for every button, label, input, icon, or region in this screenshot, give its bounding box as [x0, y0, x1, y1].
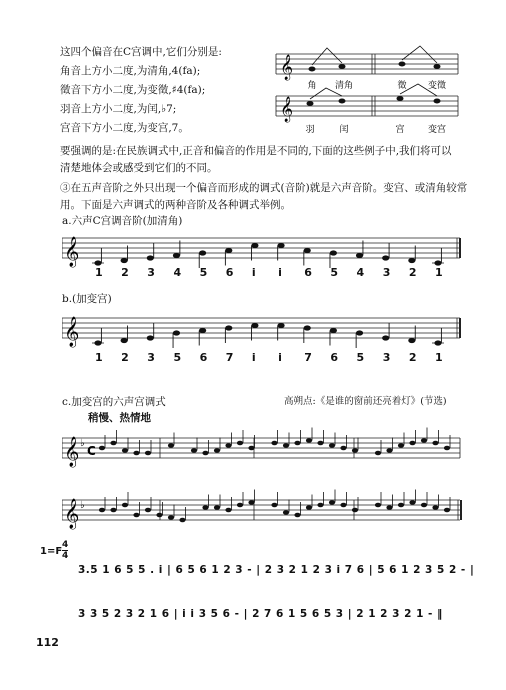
melody-note [340, 503, 346, 508]
melody-note [329, 443, 335, 448]
time-signature [62, 540, 68, 561]
melody-note [294, 513, 300, 518]
melody-notes-2 [99, 490, 450, 523]
interval-figure [272, 44, 462, 140]
melody-note [386, 448, 392, 453]
flat-icon: ♭ [80, 438, 85, 449]
scale-note [304, 325, 311, 330]
melody-note [386, 505, 392, 510]
melody-note [421, 438, 427, 443]
melody-note [432, 505, 438, 510]
melody-note [340, 446, 346, 451]
figure-note [434, 99, 441, 104]
melody-note [283, 443, 289, 448]
melody-note [317, 441, 323, 446]
key-signature: 1=F [40, 546, 63, 557]
section-c-label: c.加变宫的六声宫调式 [62, 396, 166, 408]
scale-degree-number: 1 [435, 266, 443, 279]
melody-note [168, 443, 174, 448]
treble-clef-icon: 𝄞 [64, 499, 80, 529]
scale-note [330, 250, 337, 255]
jianpu-line-2: 3 3 5 2 3 2 1 6 | i i 3 5 6 - | 2 7 6 1 5 6 5 3 | 2 1 2 3 2 1 - ‖ [78, 608, 443, 620]
scale-note [94, 260, 101, 265]
intro-line-3: 徵音下方小二度,为变徵,♯4(fa); [60, 84, 206, 96]
figure-note [399, 62, 406, 67]
fig-top-label: 变徵 [427, 81, 447, 91]
melody-note [225, 443, 231, 448]
melody-note [168, 515, 174, 520]
scale-degree-number: 1 [435, 351, 443, 364]
section-c-source: 高朔点:《是谁的窗前还亮着灯》(节选) [284, 396, 447, 407]
scale-degree-number: 3 [382, 351, 391, 364]
melody-note [306, 505, 312, 510]
fig-bottom-label: 羽 [305, 125, 315, 135]
melody-note [398, 503, 404, 508]
section-a-label: a.六声C宫调音阶(加清角) [62, 215, 183, 227]
melody-note [133, 451, 139, 456]
melody-note [444, 446, 450, 451]
scale-staff-b [62, 306, 462, 356]
scale-degree-number: 7 [304, 351, 312, 364]
melody-note [409, 441, 415, 446]
scale-degree-number: 7 [225, 351, 234, 364]
melody-note [202, 505, 208, 510]
scale-note [121, 338, 128, 343]
scale-degree-number: 5 [356, 351, 365, 364]
fig-bottom-label: 宫 [395, 125, 405, 135]
treble-clef-icon: 𝄞 [64, 437, 80, 467]
scale-degree-number: 6 [199, 351, 208, 364]
time-sig-top: 4 [62, 540, 69, 550]
scale-degree-number: 4 [356, 266, 365, 279]
time-sig-bottom: 4 [62, 551, 69, 561]
melody-note [122, 503, 128, 508]
scale-note [173, 253, 180, 258]
melody-note [237, 441, 243, 446]
flat-icon: ♭ [80, 500, 85, 511]
scale-note [199, 328, 206, 333]
scale-degree-number: i [278, 266, 282, 279]
melody-note [306, 438, 312, 443]
scale-degree-number: 2 [121, 351, 129, 364]
melody-note [352, 448, 358, 453]
scale-degree-number: 5 [199, 266, 208, 279]
scale-note [147, 255, 154, 260]
scale-degree-number: 5 [330, 266, 339, 279]
melody-notes-1 [99, 428, 450, 456]
melody-note [271, 441, 277, 446]
scale-note [225, 325, 232, 330]
intro-line-1: 这四个偏音在C宫调中,它们分别是: [60, 46, 222, 58]
treble-clef-icon: 𝄞 [280, 97, 294, 122]
melody-note [432, 441, 438, 446]
melody-note [145, 508, 151, 513]
scale-degree-number: i [251, 351, 256, 364]
para1-line2: 清楚地体会或感受到它们的不同。 [60, 162, 218, 174]
scale-note [408, 258, 415, 263]
tempo-mark: 稍慢、热情地 [88, 412, 151, 424]
scale-degree-number: 4 [173, 266, 182, 279]
figure-note [309, 67, 316, 72]
melody-staff-2 [62, 488, 462, 538]
scale-note [147, 335, 154, 340]
scale-note [304, 248, 311, 253]
section-b-label: b.(加变宫) [62, 293, 112, 305]
scale-degree-number: 1 [95, 351, 103, 364]
melody-note [375, 451, 381, 456]
treble-clef-icon: 𝄞 [64, 317, 80, 347]
melody-note [99, 508, 105, 513]
melody-note [409, 500, 415, 505]
scale-degree-number: 2 [121, 266, 129, 279]
melody-note [145, 451, 151, 456]
scale-note [382, 255, 389, 260]
scale-note [408, 338, 415, 343]
scale-note [251, 243, 258, 248]
scale-degree-number: i [278, 351, 282, 364]
para2-line1: ③在五声音阶之外只出现一个偏音而形成的调式(音阶)就是六声音阶。变宫、或清角较常 [60, 182, 468, 194]
scale-note [434, 340, 441, 345]
scale-note [434, 260, 441, 265]
scale-degree-number: 6 [330, 351, 339, 364]
melody-note [271, 503, 277, 508]
scale-degree-number: 3 [147, 351, 155, 364]
scale-note [330, 328, 337, 333]
figure-staff-bottom [276, 96, 458, 116]
scale-note [356, 330, 363, 335]
fig-top-label: 徵 [397, 81, 407, 91]
figure-note [397, 96, 404, 101]
scale-degree-number: 6 [304, 266, 312, 279]
fig-top-label: 清角 [334, 81, 354, 91]
melody-note [398, 443, 404, 448]
melody-note [99, 446, 105, 451]
common-time-icon: C [87, 444, 96, 458]
scale-degree-number: 5 [173, 351, 182, 364]
scale-degree-number: 2 [408, 351, 417, 364]
page-number: 112 [36, 636, 59, 649]
scale-degree-number: 2 [408, 266, 417, 279]
melody-note [110, 441, 116, 446]
melody-note [375, 503, 381, 508]
melody-note [225, 508, 231, 513]
melody-note [421, 503, 427, 508]
melody-note [237, 503, 243, 508]
melody-note [329, 500, 335, 505]
melody-note [248, 500, 254, 505]
figure-note [434, 64, 441, 69]
melody-note [156, 513, 162, 518]
scale-degree-number: i [251, 266, 256, 279]
scale-note [94, 340, 101, 345]
scale-note [121, 258, 128, 263]
scale-numbers-b [62, 351, 462, 367]
scale-degree-number: 3 [147, 266, 155, 279]
melody-note [317, 503, 323, 508]
melody-staff-1 [62, 426, 462, 476]
figure-bracket [312, 48, 342, 65]
melody-note [110, 508, 116, 513]
scale-degree-number: 3 [382, 266, 391, 279]
melody-note [202, 451, 208, 456]
scale-degree-number: 1 [95, 266, 103, 279]
melody-note [283, 510, 289, 515]
intro-line-2: 角音上方小二度,为清角,4(fa); [60, 65, 201, 77]
figure-bracket [402, 46, 437, 63]
intro-line-5: 宫音下方小二度,为变宫,7。 [60, 122, 189, 134]
fig-top-label: 角 [307, 81, 317, 91]
scale-note [199, 250, 206, 255]
scale-note [225, 248, 232, 253]
treble-clef-icon: 𝄞 [280, 55, 294, 80]
para1-line1: 要强调的是:在民族调式中,正音和偏音的作用是不同的,下面的这些例子中,我们将可以 [60, 145, 452, 157]
treble-clef-icon: 𝄞 [64, 237, 80, 267]
figure-note [307, 101, 314, 106]
melody-note [122, 448, 128, 453]
scale-note [173, 330, 180, 335]
figure-note [339, 64, 346, 69]
scale-note [277, 243, 284, 248]
melody-note [444, 508, 450, 513]
scale-note [251, 323, 258, 328]
jianpu-line-1: 3.5 1 6 5 5 . i | 6 5 6 1 2 3 - | 2 3 2 1 2 3 i 7 6 | 5 6 1 2 3 5 2 - | [78, 564, 475, 576]
melody-note [214, 448, 220, 453]
scale-note [382, 335, 389, 340]
melody-note [133, 513, 139, 518]
melody-note [352, 508, 358, 513]
scale-degree-number: 6 [225, 266, 234, 279]
melody-note [294, 441, 300, 446]
fig-bottom-label: 变宫 [427, 125, 447, 135]
melody-note [214, 505, 220, 510]
fig-bottom-label: 闰 [339, 125, 349, 135]
melody-note [248, 446, 254, 451]
melody-note [191, 448, 197, 453]
para2-line2: 用。下面是六声调式的两种音阶及各种调式举例。 [60, 199, 291, 211]
scale-note [356, 253, 363, 258]
figure-note [339, 99, 346, 104]
melody-note [179, 518, 185, 523]
scale-numbers-a [62, 266, 462, 282]
intro-line-4: 羽音上方小二度,为闰,♭7; [60, 103, 177, 115]
scale-note [277, 323, 284, 328]
